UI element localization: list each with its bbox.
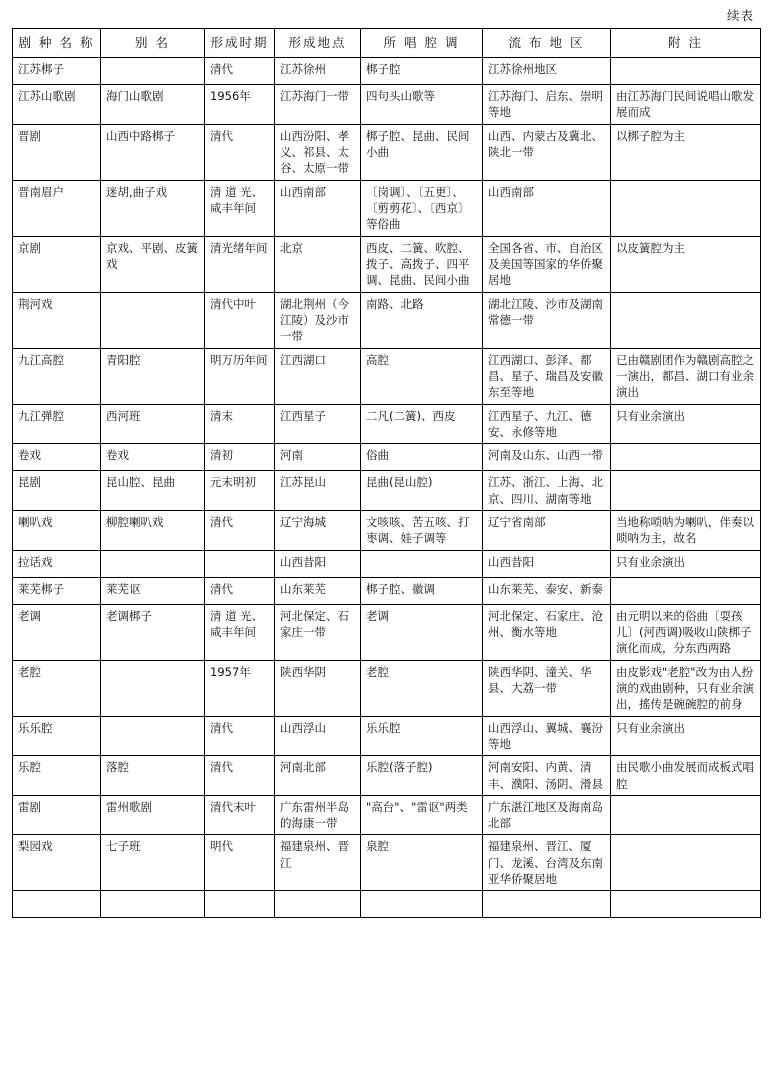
- cell-text: 清代: [210, 720, 233, 735]
- cell-text: 老调梆子: [106, 608, 152, 623]
- cell-tunes: [361, 795, 483, 835]
- cell-alias: [101, 660, 205, 716]
- cell-text: 南路、北路: [366, 296, 424, 311]
- cell-text: 福建泉州、晋江、厦门、龙溪、台湾及东南亚华侨聚居地: [488, 839, 603, 887]
- cell-name: [13, 795, 101, 835]
- cell-place: [275, 85, 361, 125]
- cell-region: [483, 756, 611, 796]
- cell-place: [275, 348, 361, 404]
- cell-period: [205, 510, 275, 550]
- cell-period: [205, 124, 275, 180]
- cell-text: 河北保定、石家庄一带: [280, 608, 349, 639]
- cell-text: 清初: [210, 448, 233, 463]
- cell-text: 乐腔(落子腔): [366, 760, 433, 775]
- table-header-row: [13, 29, 761, 58]
- cell-notes: [611, 85, 761, 125]
- cell-tunes: [361, 85, 483, 125]
- cell-tunes: [361, 236, 483, 292]
- cell-place: [275, 756, 361, 796]
- column-header-place: 形成地点: [275, 29, 361, 58]
- cell-period: [205, 404, 275, 444]
- cell-period: [205, 471, 275, 511]
- cell-region: [483, 716, 611, 756]
- cell-period: [205, 348, 275, 404]
- cell-text: 卷戏: [106, 448, 129, 463]
- cell-text: 老腔: [366, 664, 389, 679]
- cell-text: 西皮、二簧、吹腔、拨子、高拨子、四平调、昆曲、民间小曲: [366, 240, 470, 288]
- cell-text: 京剧: [18, 240, 41, 255]
- table-row: [13, 85, 761, 125]
- column-header-region: 流 布 地 区: [483, 29, 611, 58]
- cell-text: 山西、内蒙古及冀北、陕北一带: [488, 128, 603, 159]
- column-header-tunes: 所 唱 腔 调: [361, 29, 483, 58]
- cell-alias: [101, 292, 205, 348]
- table-body: [13, 58, 761, 918]
- cell-tunes: [361, 348, 483, 404]
- cell-text: 山西昔阳: [488, 554, 534, 569]
- cell-text: 江苏徐州: [280, 62, 326, 76]
- cell-region: [483, 660, 611, 716]
- cell-tunes: [361, 180, 483, 236]
- cell-text: 落腔: [106, 760, 129, 775]
- cell-text: 梆子腔、徽调: [366, 581, 435, 596]
- cell-text: 北京: [280, 240, 303, 255]
- cell-text: 老腔: [18, 664, 41, 679]
- cell-tunes: [361, 835, 483, 891]
- cell-tunes: [361, 604, 483, 660]
- cell-alias: [101, 404, 205, 444]
- cell-alias: [101, 124, 205, 180]
- table-row: [13, 891, 761, 918]
- cell-period: [205, 292, 275, 348]
- cell-notes: [611, 604, 761, 660]
- table-row: [13, 510, 761, 550]
- cell-period: [205, 444, 275, 471]
- cell-place: [275, 660, 361, 716]
- cell-text: 河南及山东、山西一带: [488, 448, 603, 463]
- table-row: [13, 660, 761, 716]
- cell-place: [275, 180, 361, 236]
- cell-place: [275, 444, 361, 471]
- cell-text: 荆河戏: [18, 296, 53, 311]
- column-header-name: 剧 种 名 称: [13, 29, 101, 58]
- cell-alias: [101, 85, 205, 125]
- column-header-period: 形成时期: [205, 29, 275, 58]
- cell-text: 广东湛江地区及海南岛北部: [488, 799, 603, 831]
- cell-region: [483, 577, 611, 604]
- cell-text: 清 道 光、咸丰年间: [210, 184, 264, 215]
- cell-text: 江苏海门、启东、崇明等地: [488, 89, 603, 120]
- cell-text: 河南北部: [280, 760, 326, 775]
- cell-text: 江苏昆山: [280, 475, 326, 490]
- cell-notes: [611, 348, 761, 404]
- table-row: [13, 716, 761, 756]
- cell-text: 河南安阳、内黄、清丰、濮阳、汤阴、滑县: [488, 760, 603, 791]
- cell-place: [275, 716, 361, 756]
- cell-text: 高腔: [366, 352, 389, 367]
- cell-notes: [611, 236, 761, 292]
- cell-text: 陕西华阴: [280, 664, 326, 679]
- cell-alias: [101, 348, 205, 404]
- cell-text: 山东莱芜: [280, 581, 326, 596]
- cell-region: [483, 891, 611, 918]
- cell-place: [275, 404, 361, 444]
- cell-text: 1957年: [210, 664, 251, 679]
- cell-place: [275, 604, 361, 660]
- cell-period: [205, 795, 275, 835]
- cell-tunes: [361, 550, 483, 577]
- cell-period: [205, 577, 275, 604]
- cell-period: [205, 58, 275, 85]
- cell-period: [205, 891, 275, 918]
- cell-text: 山西南部: [280, 184, 326, 199]
- cell-alias: [101, 180, 205, 236]
- cell-notes: [611, 471, 761, 511]
- cell-name: [13, 835, 101, 891]
- cell-place: [275, 124, 361, 180]
- cell-region: [483, 58, 611, 85]
- cell-text: 清代: [210, 760, 233, 775]
- cell-text: 乐乐腔: [366, 720, 401, 735]
- cell-text: 已由赣剧团作为赣剧高腔之一演出，都昌、湖口有业余演出: [616, 352, 754, 400]
- cell-text: 由元明以来的俗曲〔耍孩儿〕(河西调)吸收山陕梆子演化而成，分东西两路: [616, 608, 752, 656]
- cell-text: 山西汾阳、孝义、祁县、太谷、太原一带: [280, 128, 349, 176]
- table-row: [13, 180, 761, 236]
- cell-period: [205, 550, 275, 577]
- cell-text: 西河班: [106, 408, 141, 423]
- cell-alias: [101, 471, 205, 511]
- cell-name: [13, 124, 101, 180]
- column-header-alias: 别 名: [101, 29, 205, 58]
- cell-text: 俗曲: [366, 448, 389, 463]
- cell-text: 清代中叶: [210, 296, 256, 311]
- cell-text: 莱芜梆子: [18, 581, 64, 596]
- cell-alias: [101, 835, 205, 891]
- cell-alias: [101, 756, 205, 796]
- cell-tunes: [361, 577, 483, 604]
- cell-period: [205, 660, 275, 716]
- cell-region: [483, 124, 611, 180]
- cell-text: 老调: [366, 608, 389, 623]
- cell-text: 明万历年间: [210, 352, 268, 367]
- cell-text: 雷州歌剧: [106, 799, 152, 814]
- cell-name: [13, 716, 101, 756]
- cell-region: [483, 604, 611, 660]
- table-row: [13, 550, 761, 577]
- cell-text: 乐腔: [18, 760, 41, 775]
- cell-text: 二凡(二簧)、西皮: [366, 408, 456, 423]
- table-row: [13, 577, 761, 604]
- cell-text: 清代: [210, 514, 233, 529]
- cell-text: 山西浮山: [280, 720, 326, 735]
- cell-tunes: [361, 292, 483, 348]
- cell-text: 四句头山歌等: [366, 89, 435, 103]
- cell-text: 梆子腔: [366, 62, 401, 76]
- cell-text: 清代末叶: [210, 799, 256, 814]
- cell-place: [275, 835, 361, 891]
- table-header: [13, 29, 761, 58]
- cell-place: [275, 891, 361, 918]
- cell-text: 泉腔: [366, 839, 389, 854]
- cell-notes: [611, 292, 761, 348]
- cell-region: [483, 510, 611, 550]
- continuation-note: 续表: [726, 8, 754, 23]
- table-row: [13, 292, 761, 348]
- cell-period: [205, 716, 275, 756]
- cell-text: "高台"、"雷讴"两类: [366, 799, 468, 814]
- cell-period: [205, 180, 275, 236]
- cell-period: [205, 604, 275, 660]
- cell-region: [483, 795, 611, 835]
- cell-place: [275, 292, 361, 348]
- table-row: [13, 124, 761, 180]
- cell-text: 辽宁海城: [280, 514, 326, 529]
- cell-notes: [611, 510, 761, 550]
- cell-region: [483, 85, 611, 125]
- cell-text: 清代: [210, 581, 233, 596]
- cell-name: [13, 348, 101, 404]
- cell-text: 1956年: [210, 89, 251, 103]
- cell-name: [13, 292, 101, 348]
- cell-text: 喇叭戏: [18, 514, 53, 529]
- cell-notes: [611, 124, 761, 180]
- cell-tunes: [361, 716, 483, 756]
- cell-notes: [611, 756, 761, 796]
- cell-alias: [101, 510, 205, 550]
- cell-place: [275, 510, 361, 550]
- cell-text: 由皮影戏"老腔"改为由人扮演的戏曲剧种，只有业余演出，搖传是碗碗腔的前身: [616, 664, 754, 712]
- cell-region: [483, 404, 611, 444]
- cell-text: 以皮簧腔为主: [616, 240, 685, 255]
- table-row: [13, 835, 761, 891]
- cell-text: 海门山歌剧: [106, 89, 164, 103]
- cell-alias: [101, 58, 205, 85]
- cell-name: [13, 444, 101, 471]
- cell-region: [483, 444, 611, 471]
- cell-notes: [611, 577, 761, 604]
- cell-name: [13, 604, 101, 660]
- cell-notes: [611, 444, 761, 471]
- cell-name: [13, 577, 101, 604]
- cell-text: 梨园戏: [18, 839, 53, 854]
- cell-text: 河北保定、石家庄、沧州、衡水等地: [488, 608, 603, 639]
- cell-text: 江西湖口、彭泽、都昌、星子、瑞昌及安徽东至等地: [488, 352, 603, 400]
- cell-alias: [101, 444, 205, 471]
- cell-text: 青阳腔: [106, 352, 141, 367]
- cell-text: 只有业余演出: [616, 554, 685, 569]
- cell-place: [275, 550, 361, 577]
- table-row: [13, 404, 761, 444]
- cell-text: 江苏徐州地区: [488, 62, 557, 76]
- cell-notes: [611, 835, 761, 891]
- cell-text: 全国各省、市、自治区及美国等国家的华侨聚居地: [488, 240, 603, 288]
- cell-place: [275, 471, 361, 511]
- cell-text: 卷戏: [18, 448, 41, 463]
- table-row: [13, 444, 761, 471]
- cell-text: 江西星子、九江、德安、永修等地: [488, 408, 592, 439]
- cell-name: [13, 891, 101, 918]
- cell-alias: [101, 891, 205, 918]
- cell-text: 晋剧: [18, 128, 41, 143]
- cell-text: 清光绪年间: [210, 240, 268, 255]
- cell-name: [13, 236, 101, 292]
- cell-text: 拉话戏: [18, 554, 53, 569]
- cell-region: [483, 180, 611, 236]
- cell-region: [483, 292, 611, 348]
- cell-notes: [611, 404, 761, 444]
- cell-name: [13, 85, 101, 125]
- cell-text: 江西湖口: [280, 352, 326, 367]
- cell-notes: [611, 550, 761, 577]
- cell-text: 九江弹腔: [18, 408, 64, 423]
- cell-text: 陕西华阴、潼关、华县、大荔一带: [488, 664, 592, 695]
- table-row: [13, 236, 761, 292]
- cell-text: 明代: [210, 839, 233, 854]
- cell-text: 辽宁省南部: [488, 514, 546, 529]
- table-row: [13, 756, 761, 796]
- table-row: [13, 604, 761, 660]
- cell-text: 柳腔喇叭戏: [106, 514, 164, 529]
- cell-alias: [101, 716, 205, 756]
- cell-text: 广东雷州半岛的海康一带: [280, 799, 349, 831]
- cell-text: 江苏梆子: [18, 62, 64, 76]
- cell-text: 九江高腔: [18, 352, 64, 367]
- cell-notes: [611, 716, 761, 756]
- cell-tunes: [361, 58, 483, 85]
- cell-text: 江苏、浙江、上海、北京、四川、湖南等地: [488, 475, 603, 506]
- cell-place: [275, 577, 361, 604]
- cell-text: 清代: [210, 128, 233, 143]
- cell-tunes: [361, 404, 483, 444]
- cell-text: 福建泉州、晋江: [280, 839, 349, 870]
- cell-text: 只有业余演出: [616, 408, 685, 423]
- cell-tunes: [361, 660, 483, 716]
- cell-name: [13, 471, 101, 511]
- cell-period: [205, 85, 275, 125]
- table-row: [13, 348, 761, 404]
- cell-tunes: [361, 756, 483, 796]
- cell-name: [13, 660, 101, 716]
- cell-tunes: [361, 124, 483, 180]
- table-row: [13, 471, 761, 511]
- cell-name: [13, 550, 101, 577]
- cell-text: 雷剧: [18, 799, 41, 814]
- cell-notes: [611, 180, 761, 236]
- cell-text: 湖北江陵、沙市及湖南常德一带: [488, 296, 603, 327]
- cell-text: 山西昔阳: [280, 554, 326, 569]
- cell-text: 江苏山歌剧: [18, 89, 76, 103]
- cell-text: 梆子腔、昆曲、民间小曲: [366, 128, 470, 159]
- cell-text: 江西星子: [280, 408, 326, 423]
- cell-region: [483, 348, 611, 404]
- table-row: [13, 58, 761, 85]
- cell-place: [275, 795, 361, 835]
- opera-types-table: [12, 28, 761, 918]
- cell-text: 山西浮山、翼城、襄汾等地: [488, 720, 603, 751]
- cell-text: 山西南部: [488, 184, 534, 199]
- cell-region: [483, 471, 611, 511]
- cell-alias: [101, 577, 205, 604]
- cell-text: 昆山腔、昆曲: [106, 475, 175, 490]
- cell-text: 文咳咳、苦五咳、打枣调、娃子调等: [366, 514, 470, 546]
- cell-alias: [101, 550, 205, 577]
- cell-text: 山东莱芜、泰安、新泰: [488, 581, 603, 596]
- cell-name: [13, 404, 101, 444]
- cell-alias: [101, 604, 205, 660]
- cell-region: [483, 835, 611, 891]
- cell-text: 迷胡,曲子戏: [106, 184, 168, 199]
- cell-tunes: [361, 510, 483, 550]
- cell-notes: [611, 891, 761, 918]
- cell-notes: [611, 660, 761, 716]
- cell-name: [13, 756, 101, 796]
- cell-text: 山西中路梆子: [106, 128, 175, 143]
- cell-text: 乐乐腔: [18, 720, 53, 735]
- cell-text: 当地称唢呐为喇叭，伴奏以唢呐为主，故名: [616, 514, 754, 546]
- cell-text: 〔岗调〕、〔五更〕、〔剪剪花〕、〔西京〕等俗曲: [366, 184, 470, 232]
- cell-text: 清末: [210, 408, 233, 423]
- cell-text: 老调: [18, 608, 41, 623]
- cell-tunes: [361, 891, 483, 918]
- column-header-notes: 附 注: [611, 29, 761, 58]
- cell-region: [483, 236, 611, 292]
- cell-notes: [611, 58, 761, 85]
- cell-alias: [101, 236, 205, 292]
- cell-text: 晋南眉户: [18, 184, 64, 199]
- cell-tunes: [361, 471, 483, 511]
- cell-text: 清代: [210, 62, 233, 76]
- cell-period: [205, 835, 275, 891]
- cell-period: [205, 236, 275, 292]
- cell-text: 江苏海门一带: [280, 89, 349, 103]
- cell-tunes: [361, 444, 483, 471]
- cell-text: 元末明初: [210, 475, 256, 490]
- cell-text: 湖北荆州（今江陵）及沙市一带: [280, 296, 349, 344]
- cell-text: 由江苏海门民间说唱山歌发展而成: [616, 89, 754, 120]
- cell-text: 由民歌小曲发展而成板式唱腔: [616, 760, 754, 791]
- cell-name: [13, 58, 101, 85]
- cell-text: 昆曲(昆山腔): [366, 475, 433, 490]
- cell-text: 以梆子腔为主: [616, 128, 685, 143]
- cell-text: 清 道 光、咸丰年间: [210, 608, 264, 639]
- cell-name: [13, 510, 101, 550]
- table-row: [13, 795, 761, 835]
- cell-place: [275, 58, 361, 85]
- cell-text: 河南: [280, 448, 303, 463]
- cell-text: 昆剧: [18, 475, 41, 490]
- cell-place: [275, 236, 361, 292]
- cell-text: 七子班: [106, 839, 141, 854]
- cell-alias: [101, 795, 205, 835]
- cell-notes: [611, 795, 761, 835]
- cell-text: 莱芜讴: [106, 581, 141, 596]
- cell-region: [483, 550, 611, 577]
- cell-text: 只有业余演出: [616, 720, 685, 735]
- cell-period: [205, 756, 275, 796]
- cell-name: [13, 180, 101, 236]
- cell-text: 京戏、平剧、皮簧戏: [106, 240, 198, 271]
